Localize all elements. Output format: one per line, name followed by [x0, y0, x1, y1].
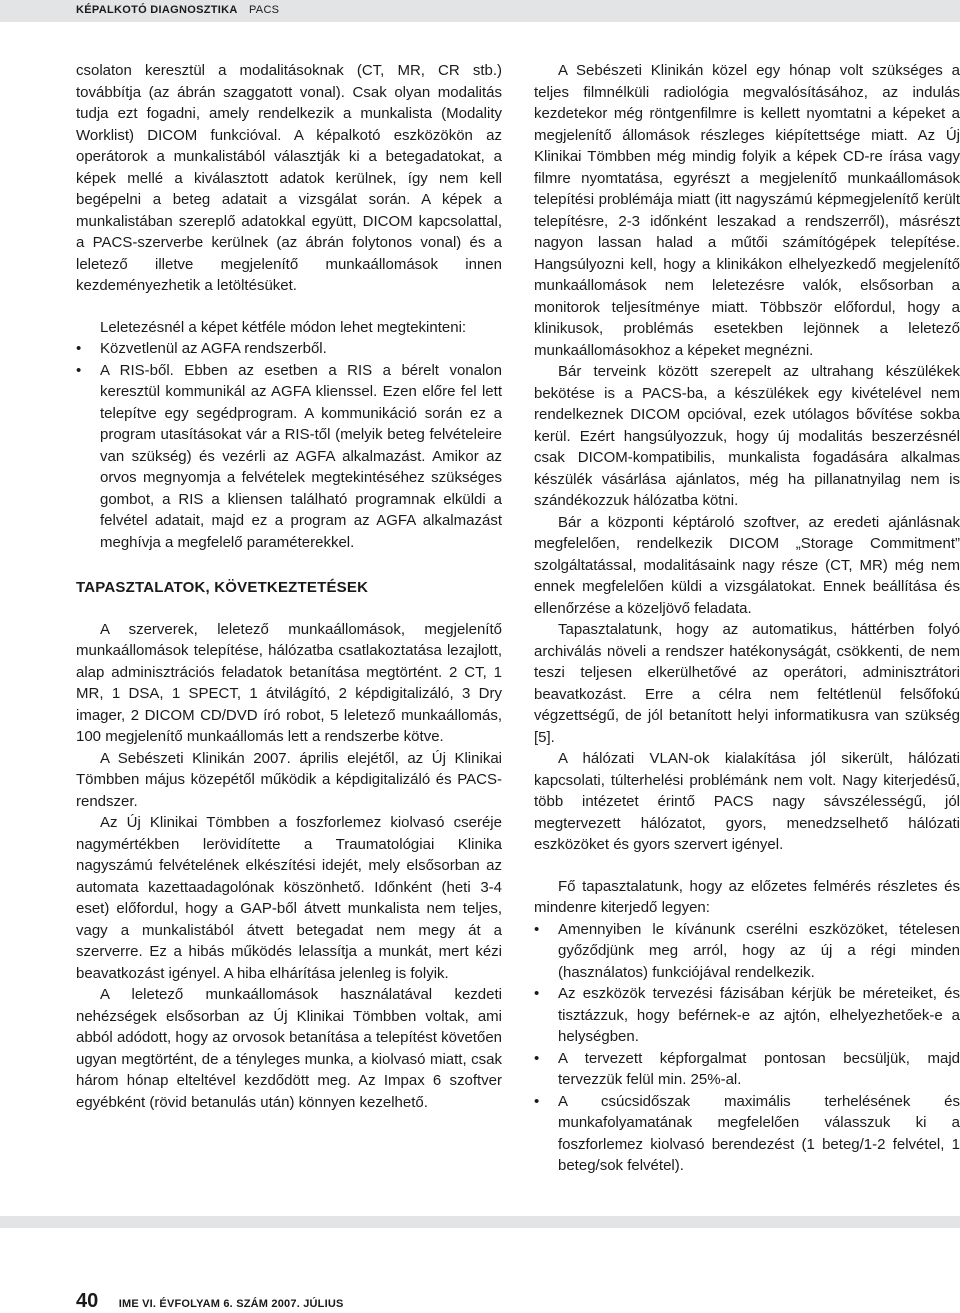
- lessons-list: [534, 919, 960, 1177]
- paragraph: csolaton keresztül a modalitásoknak (CT, MR, CR stb.) továbbítja (az ábrán szaggatott vonal). Csak olyan modalitás tudja ezt fogadni, amely rendelkezik a munkalista (Modality Worklist) DICOM funkcióval. A képalkotó eszközökön az operátorok a munkalistából választják ki a betegadatokat, a képek mellé a kiválasztott adatok kerülnek, így nem kell begépelni a beteg adatait a vizsgálat során. A képek a munkalistában szereplő adatokkal együtt, DICOM kapcsolattal, a PACS-szerverbe kerülnek (az ábrán folytonos vonal) és a leletező illetve megjelenítő munkaállomások innen kezdeményezhetik a letöltésüket.: [76, 62, 502, 294]
- footer-band: [0, 1216, 960, 1228]
- list-intro: Leletezésnél a képet kétféle módon lehet megtekinteni:: [100, 318, 467, 336]
- paragraph: Bár a központi képtároló szoftver, az eredeti ajánlásnak megfelelően, rendelkezik DICOM „Storage Commitment” szolgáltatással, modalitásaink nagy része (CT, MR) még nem ennek megfelelően küldi a vizsgálatokat. Ennek beállítása és ellenőrzése a közeljövő feladata.: [534, 513, 960, 617]
- paragraph: A szerverek, leletező munkaállomások, megjelenítő munkaállomások telepítése, hálózatba csatlakoztatása lezajlott, alap adminisztrációs feladatok betanítása megtörtént. 2 CT, 1 MR, 1 DSA, 1 SPECT, 1 átvilágító, 2 képdigitalizáló, 3 Dry imager, 2 DICOM CD/DVD író robot, 5 leletező munkaállomás, 100 megjelenítő munkaállomás lett a rendszerbe kötve.: [76, 620, 502, 745]
- paragraph: Bár terveink között szerepelt az ultrahang készülékek bekötése is a PACS-ba, a készülékek egy kivételével nem rendelkeznek DICOM opcióval, ezek utólagos bővítése sokba kerül. Ezért hangsúlyozzuk, hogy új modalitás beszerzésnél csak DICOM-kompatibilis, munkalista fogadására alkalmas készülék vásárlása ajánlatos, még ha pillanatnyilag nem is szándékozzuk hálózatba kötni.: [534, 363, 960, 509]
- list-item: • A tervezett képforgalmat pontosan becsüljük, majd tervezzük felül min. 25%-al.: [534, 1048, 960, 1091]
- section-heading: TAPASZTALATOK, KÖVETKEZTETÉSEK: [76, 579, 369, 596]
- list-item: • Amennyiben le kívánunk cserélni eszközöket, tételesen győződjünk meg arról, hogy az új a régi minden (használatos) funkciójával rendelkezik.: [534, 919, 960, 984]
- list-item: • A csúcsidőszak maximális terhelésének és munkafolyamatának megfelelően válasszuk ki a foszforlemez kiolvasó berendezést (1 beteg/1-2 felvétel, 1 beteg/sok felvétel).: [534, 1091, 960, 1177]
- viewing-options-list: [76, 338, 502, 553]
- left-column: [76, 60, 502, 1113]
- page-footer: [76, 1290, 344, 1313]
- list-item: • Közvetlenül az AGFA rendszerből.: [76, 338, 502, 360]
- paragraph: A hálózati VLAN-ok kialakítása jól sikerült, hálózati kapcsolati, túlterhelési problémánk nem volt. Nagy kiterjedésű, több intézetet érintő PACS nagy sávszélességű, jól megtervezett hálózatot, gyors, menedzselhető hálózati eszközöket és gyors szervert igényel.: [534, 750, 960, 853]
- issue-info: IME VI. ÉVFOLYAM 6. SZÁM 2007. JÚLIUS: [118, 1298, 344, 1310]
- list-item: • Az eszközök tervezési fázisában kérjük be méreteiket, és tisztázzuk, hogy beférnek-e az ajtón, elhelyezhetőek-e a helységben.: [534, 983, 960, 1048]
- paragraph: Az Új Klinikai Tömbben a foszforlemez kiolvasó cseréje nagymértékben lerövidítette a Traumatológiai Klinika nagyszámú felvételének elkészítési idejét, mely elsősorban az automata kazettaadagolónak köszönhető. Időnként (heti 3-4 eset) előfordul, hogy a GAP-ből átvett munkalista nem teljes, vagy a munkalistából átvett betegadat nem megy át a szerverre. Ez a hibás működés lelassítja a munkát, mert kézi beavatkozást igényel. A hiba elhárítása jelenleg is folyik.: [76, 814, 502, 982]
- paragraph: A leletező munkaállomások használatával kezdeti nehézségek elsősorban az Új Klinikai Tömbben voltak, ami abból adódott, hogy az orvosok betanítása a telepítést követően ugyan megtörtént, de a tényleges munka, a kiolvasó miatt, csak három hónap elteltével kezdődött meg. Az Impax 6 szoftver egyébként (rövid betanulás után) könnyen kezelhető.: [76, 986, 502, 1111]
- list-item: • A RIS-ből. Ebben az esetben a RIS a bérelt vonalon keresztül kommunikál az AGFA klienssel. Ezen előre fel lett telepítve egy segédprogram. A kommunikáció során ez a program utasításokat vár a RIS-től (melyik beteg felvételeire van szükség) és vezérli az AGFA alkalmazást. Amikor az orvos megnyomja a felvételek megtekintéséhez szükséges gombot, a RIS a kliensen található programnak elküldi a felvétel adatait, majd ez a program az AGFA alkalmazást meghívja a megfelelő paraméterekkel.: [76, 360, 502, 554]
- page-number: 40: [76, 1290, 99, 1312]
- paragraph: A Sebészeti Klinikán közel egy hónap volt szükséges a teljes filmnélküli radiológia megvalósításához, az indulás kezdetekor még röntgenfilmre is kellett nyomtatni a képeket a megjelenítő állomások részleges kiépítettsége miatt. Az Új Klinikai Tömbben még mindig folyik a képek CD-re írása vagy filmre nyomtatása, egyrészt a megjelenítő munkaállomások telepítési problémája miatt (itt nagyszámú képmegjelenítő került telepítésre, 2-3 időnként leszakad a rendszerről), másrészt nagyon lassan halad a műtői számítógépek telepítése. Hangsúlyozni kell, hogy a klinikákon elhelyezkedő megjelenítő munkaállomások nem leletezésre valók, elsősorban a monitorok teljesítménye miatt. Többször előfordul, hogy a klinikusok, problémás esetekben lejönnek a leletező munkaállomásokhoz a képeket megnézni.: [534, 62, 960, 359]
- paragraph: Fő tapasztalatunk, hogy az előzetes felmérés részletes és mindenre kiterjedő legyen:: [534, 877, 960, 916]
- paragraph: Tapasztalatunk, hogy az automatikus, háttérben folyó archiválás növeli a rendszer hatékonyságát, csökkenti, de nem teszi teljesen elkerülhetővé az operátori, adminisztrátori beavatkozást. Erre a célra nem feltétlenül felsőfokú végzettségű, de jól betanított helyi informatikusra van szükség [5].: [534, 621, 960, 746]
- running-head: [76, 4, 279, 16]
- right-column: [534, 60, 960, 1177]
- running-head-section: KÉPALKOTÓ DIAGNOSZTIKA: [76, 4, 238, 16]
- paragraph: A Sebészeti Klinikán 2007. április elejétől, az Új Klinikai Tömbben május közepétől működik a képdigitalizáló és PACS-rendszer.: [76, 749, 502, 810]
- running-head-topic: PACS: [248, 4, 280, 16]
